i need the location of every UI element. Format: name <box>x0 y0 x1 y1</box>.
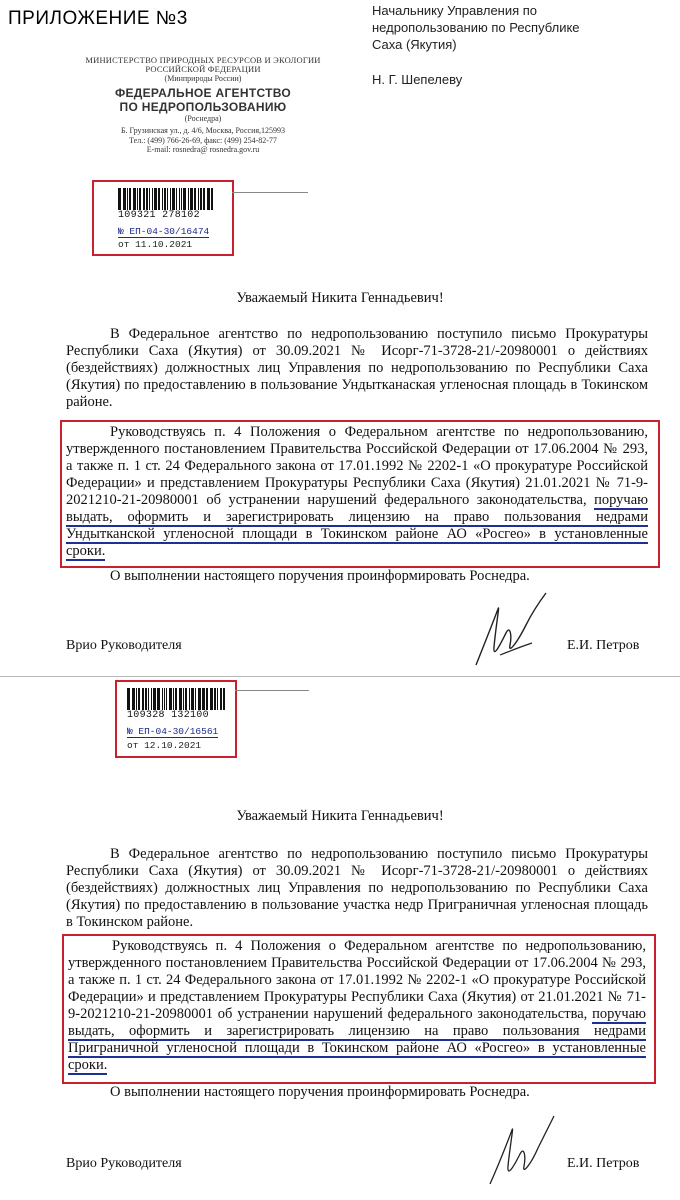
barcode-bar <box>169 688 172 710</box>
letters-divider <box>0 676 680 677</box>
addressee-line-2: недропользованию по Республике <box>372 20 580 35</box>
barcode-bar <box>198 188 199 210</box>
letter-2-paragraph-1 <box>66 846 648 931</box>
barcode-bar <box>176 188 177 210</box>
barcode-bar <box>158 188 160 210</box>
addressee-line-1: Начальнику Управления по <box>372 3 538 18</box>
signer-name-2: Е.И. Петров <box>567 1156 640 1171</box>
barcode-bar <box>151 688 152 710</box>
addressee-block <box>372 2 580 88</box>
barcode-bar <box>146 188 148 210</box>
barcode-bar <box>154 188 157 210</box>
barcode-bar <box>214 688 216 710</box>
barcode-number-1: 109321 278102 <box>118 210 200 221</box>
barcode-bar <box>133 188 136 210</box>
letter-2-paragraph-2 <box>68 938 646 1074</box>
barcode-bar <box>203 188 205 210</box>
stamp-line-2 <box>235 690 309 691</box>
barcode-bar <box>152 188 153 210</box>
barcode-bar <box>190 188 193 210</box>
addressee-line-3: Саха (Якутия) <box>372 37 457 52</box>
agency-phones: Тел.: (499) 766-26-69, факс: (499) 254-82-77 <box>129 135 277 145</box>
barcode-bar <box>202 688 205 710</box>
barcode-bar <box>206 688 208 710</box>
greeting-1: Уважаемый Никита Геннадьевич! <box>236 290 444 306</box>
addressee-name: Н. Г. Шепелеву <box>372 72 463 87</box>
barcode-bar <box>145 688 147 710</box>
registration-number-1: № ЕП-04-30/16474 <box>118 226 210 237</box>
barcode-bar <box>220 688 222 710</box>
barcode-bar <box>132 688 135 710</box>
letter-1-paragraph-1 <box>66 326 648 411</box>
letter-2-paragraph-3 <box>66 1084 648 1101</box>
barcode-bar <box>139 188 141 210</box>
barcode-bar <box>198 688 201 710</box>
letter-1-paragraph-1-text: В Федеральное агентство по недропользованию поступило письмо Прокуратуры Республики Саха (Якутия) от 30.09.2021 № Исорг-71-3728-21/-20980001 о действиях (бездействиях) должностных лиц Управления по недропользованию по Республики Саха (Якутия) по предоставлению в пользование Ундытканаская угленосная площадь в Токинском районе. <box>66 326 648 410</box>
barcode-bar <box>127 688 130 710</box>
signer-title-2: Врио Руководителя <box>66 1156 182 1171</box>
barcode-bar <box>223 688 225 710</box>
barcode-bar <box>173 688 174 710</box>
barcode-bar <box>167 188 168 210</box>
agency-name-line-1: ФЕДЕРАЛЬНОЕ АГЕНТСТВО <box>114 86 292 100</box>
agency-email: E-mail: rosnedra@ rosnedra.gov.ru <box>146 145 260 154</box>
signer-name-1: Е.И. Петров <box>567 638 640 653</box>
barcode-bar <box>143 188 145 210</box>
letter-1-instruction-underlined: поручаю выдать, оформить и зарегистрировать лицензию на право пользования недрами Ундытканской угленосной площади в Токинском районе АО «Росгео» в установленные сроки. <box>66 492 648 559</box>
barcode-bar <box>164 188 166 210</box>
registration-date-2: от 12.10.2021 <box>127 740 202 751</box>
barcode-bar <box>207 188 210 210</box>
ministry-short-name: (Минприроды России) <box>164 74 242 83</box>
barcode-bar <box>118 188 121 210</box>
barcode-bar <box>164 688 165 710</box>
barcode-bar <box>153 688 156 710</box>
signature-2-icon <box>486 1110 556 1190</box>
barcode-bar <box>189 688 190 710</box>
barcode-number-2: 109328 132100 <box>127 710 209 721</box>
barcode-bar <box>123 188 126 210</box>
barcode-bar <box>172 188 175 210</box>
barcode-bar <box>179 688 182 710</box>
signature-1-icon <box>470 585 550 675</box>
letter-1-paragraph-3 <box>66 568 648 585</box>
barcode-bar <box>200 188 202 210</box>
ministry-name-line-1: МИНИСТЕРСТВО ПРИРОДНЫХ РЕСУРСОВ И ЭКОЛОГИИ <box>85 55 321 65</box>
barcode-bar <box>211 188 213 210</box>
barcode-bar <box>175 688 177 710</box>
barcode-2 <box>127 688 226 710</box>
letter-1-paragraph-2-text: Руководствуясь п. 4 Положения о Федеральном агентстве по недропользованию, утвержденного постановлением Правительства Российской Федерации от 17.06.2004 № 293, а также п. 1 ст. 24 Федерального закона от 17.01.1992 № 2202-1 «О прокуратуре Российской Федерации» и представлением Прокуратуры Республики Саха (Якутия) 21.01.2021 № 71-9-2021210-21-20980001 об устранении нарушений федерального законодательства, <box>66 424 648 508</box>
barcode-bar <box>191 688 194 710</box>
barcode-bar <box>183 688 184 710</box>
barcode-bar <box>129 188 131 210</box>
ministry-name-line-2: РОССИЙСКОЙ ФЕДЕРАЦИИ <box>145 64 261 74</box>
barcode-bar <box>195 688 196 710</box>
barcode-bar <box>183 188 186 210</box>
barcode-1 <box>118 188 214 210</box>
barcode-bar <box>217 688 218 710</box>
barcode-bar <box>188 188 189 210</box>
barcode-bar <box>138 688 140 710</box>
barcode-bar <box>166 688 167 710</box>
letter-2-paragraph-3-text: О выполнении настоящего поручения проинформировать Роснедра. <box>110 1084 530 1100</box>
barcode-bar <box>181 188 182 210</box>
registration-stamp-1 <box>92 180 234 256</box>
barcode-bar <box>162 188 163 210</box>
signer-title-1: Врио Руководителя <box>66 638 182 653</box>
barcode-bar <box>210 688 213 710</box>
letter-2-instruction-underlined: поручаю выдать, оформить и зарегистрировать лицензию на право пользования недрами Приграничной угленосной площади в Токинском районе АО «Росгео» в установленные сроки. <box>68 1006 646 1073</box>
greeting-2: Уважаемый Никита Геннадьевич! <box>236 808 444 824</box>
registration-stamp-2 <box>115 680 237 758</box>
barcode-bar <box>194 188 196 210</box>
agency-address: Б. Грузинская ул., д. 4/6, Москва, Россия,125993 <box>120 126 286 135</box>
barcode-bar <box>149 188 150 210</box>
letterhead <box>70 56 336 155</box>
barcode-bar <box>162 688 163 710</box>
barcode-bar <box>185 688 187 710</box>
letter-2-paragraph-2-text: Руководствуясь п. 4 Положения о Федеральном агентстве по недропользованию, утвержденного постановлением Правительства Российской Федерации от 17.06.2004 № 293, а также п. 1 ст. 24 Федерального закона от 17.01.1992 № 2202-1 «О прокуратуре Российской Федерации» и представлением Прокуратуры Республики Саха (Якутия) от 21.01.2021 № 71-9-2021210-21-20980001 об устранении нарушений федерального законодательства, <box>68 938 646 1022</box>
agency-short-name: (Роснедра) <box>184 114 222 123</box>
stamp-line-1 <box>232 192 308 193</box>
registration-date-1: от 11.10.2021 <box>118 239 193 250</box>
letter-1-paragraph-2 <box>66 424 648 560</box>
letter-2-paragraph-1-text: В Федеральное агентство по недропользованию поступило письмо Прокуратуры Республики Саха (Якутия) от 30.09.2021 № Исорг-71-3728-21/-20980001 о действиях (бездействиях) должностных лиц Управления по недропользованию по Республики Саха (Якутия) по предоставлению в пользование участка недр Приграничная угленосная площадь в Токинском районе. <box>66 846 648 930</box>
barcode-bar <box>136 688 137 710</box>
registration-number-2: № ЕП-04-30/16561 <box>127 726 219 737</box>
agency-name-line-2: ПО НЕДРОПОЛЬЗОВАНИЮ <box>119 100 287 114</box>
barcode-bar <box>137 188 138 210</box>
appendix-label: ПРИЛОЖЕНИЕ №3 <box>8 8 188 29</box>
barcode-bar <box>157 688 160 710</box>
barcode-bar <box>170 188 171 210</box>
barcode-bar <box>142 688 144 710</box>
barcode-bar <box>148 688 149 710</box>
barcode-bar <box>127 188 128 210</box>
letter-1-paragraph-3-text: О выполнении настоящего поручения проинформировать Роснедра. <box>110 568 530 584</box>
barcode-bar <box>179 188 180 210</box>
